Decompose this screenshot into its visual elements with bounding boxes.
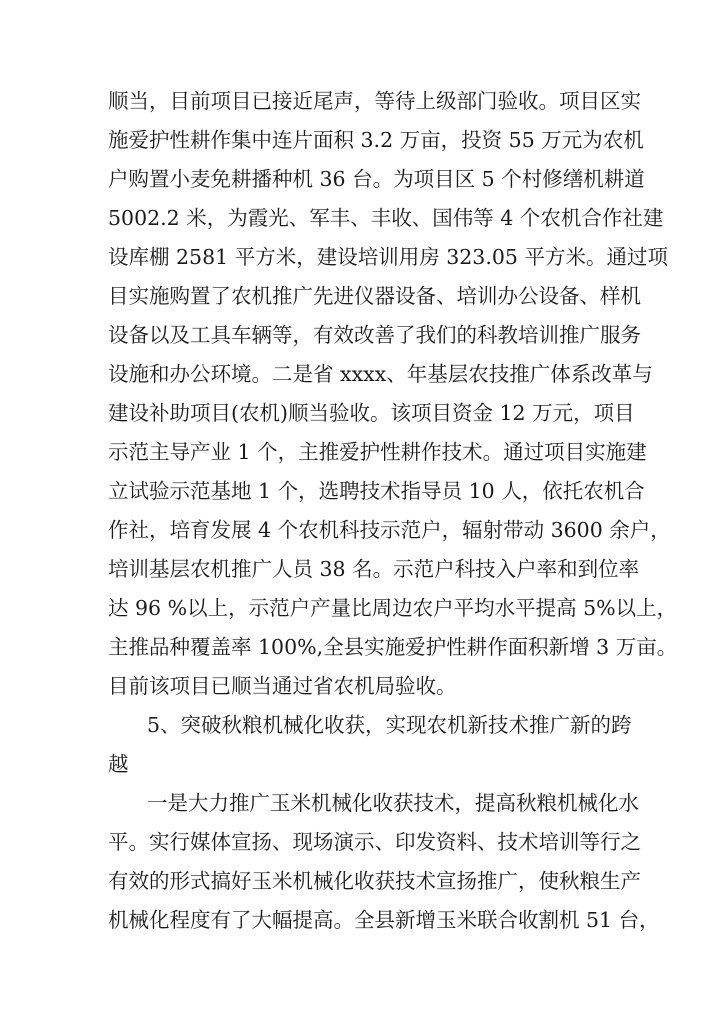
text-line: 达 96 %以上，示范户产量比周边农户平均水平提高 5%以上， xyxy=(108,596,678,620)
text-line: 主推品种覆盖率 100%,全县实施爱护性耕作面积新增 3 万亩。 xyxy=(108,635,678,659)
text-line: 机械化程度有了大幅提高。全县新增玉米联合收割机 51 台， xyxy=(108,908,660,932)
text-line: 施爱护性耕作集中连片面积 3.2 万亩，投资 55 万元为农机 xyxy=(108,128,644,152)
text-line: 5002.2 米，为霞光、军丰、丰收、国伟等 4 个农机合作社建 xyxy=(108,206,664,230)
text-line: 设施和办公环境。二是省 xxxx、年基层农技推广体系改革与 xyxy=(108,362,653,386)
section-heading: 越 xyxy=(108,752,129,776)
text-line: 平。实行媒体宣扬、现场演示、印发资料、技术培训等行之 xyxy=(108,830,641,854)
text-line: 目前该项目已顺当通过省农机局验收。 xyxy=(108,674,457,698)
text-line: 顺当，目前项目已接近尾声，等待上级部门验收。项目区实 xyxy=(108,89,641,113)
text-line: 建设补助项目(农机)顺当验收。该项目资金 12 万元，项目 xyxy=(108,401,635,425)
text-line: 示范主导产业 1 个，主推爱护性耕作技术。通过项目实施建 xyxy=(108,440,647,464)
text-line: 设库棚 2581 平方米，建设培训用房 323.05 平方米。通过项 xyxy=(108,245,668,269)
text-line: 设备以及工具车辆等，有效改善了我们的科教培训推广服务 xyxy=(108,323,641,347)
section-heading: 5、突破秋粮机械化收获，实现农机新技术推广新的跨 xyxy=(147,713,632,737)
text-line: 有效的形式搞好玉米机械化收获技术宣扬推广，使秋粮生产 xyxy=(108,869,641,893)
text-line: 户购置小麦免耕播种机 36 台。为项目区 5 个村修缮机耕道 xyxy=(108,167,645,191)
text-line: 作社，培育发展 4 个农机科技示范户，辐射带动 3600 余户， xyxy=(108,518,671,542)
text-line: 一是大力推广玉米机械化收获技术，提高秋粮机械化水 xyxy=(147,791,639,815)
text-line: 立试验示范基地 1 个，选聘技术指导员 10 人，依托农机合 xyxy=(108,479,645,503)
text-line: 目实施购置了农机推广先进仪器设备、培训办公设备、样机 xyxy=(108,284,641,308)
text-line: 培训基层农机推广人员 38 名。示范户科技入户率和到位率 xyxy=(108,557,640,581)
